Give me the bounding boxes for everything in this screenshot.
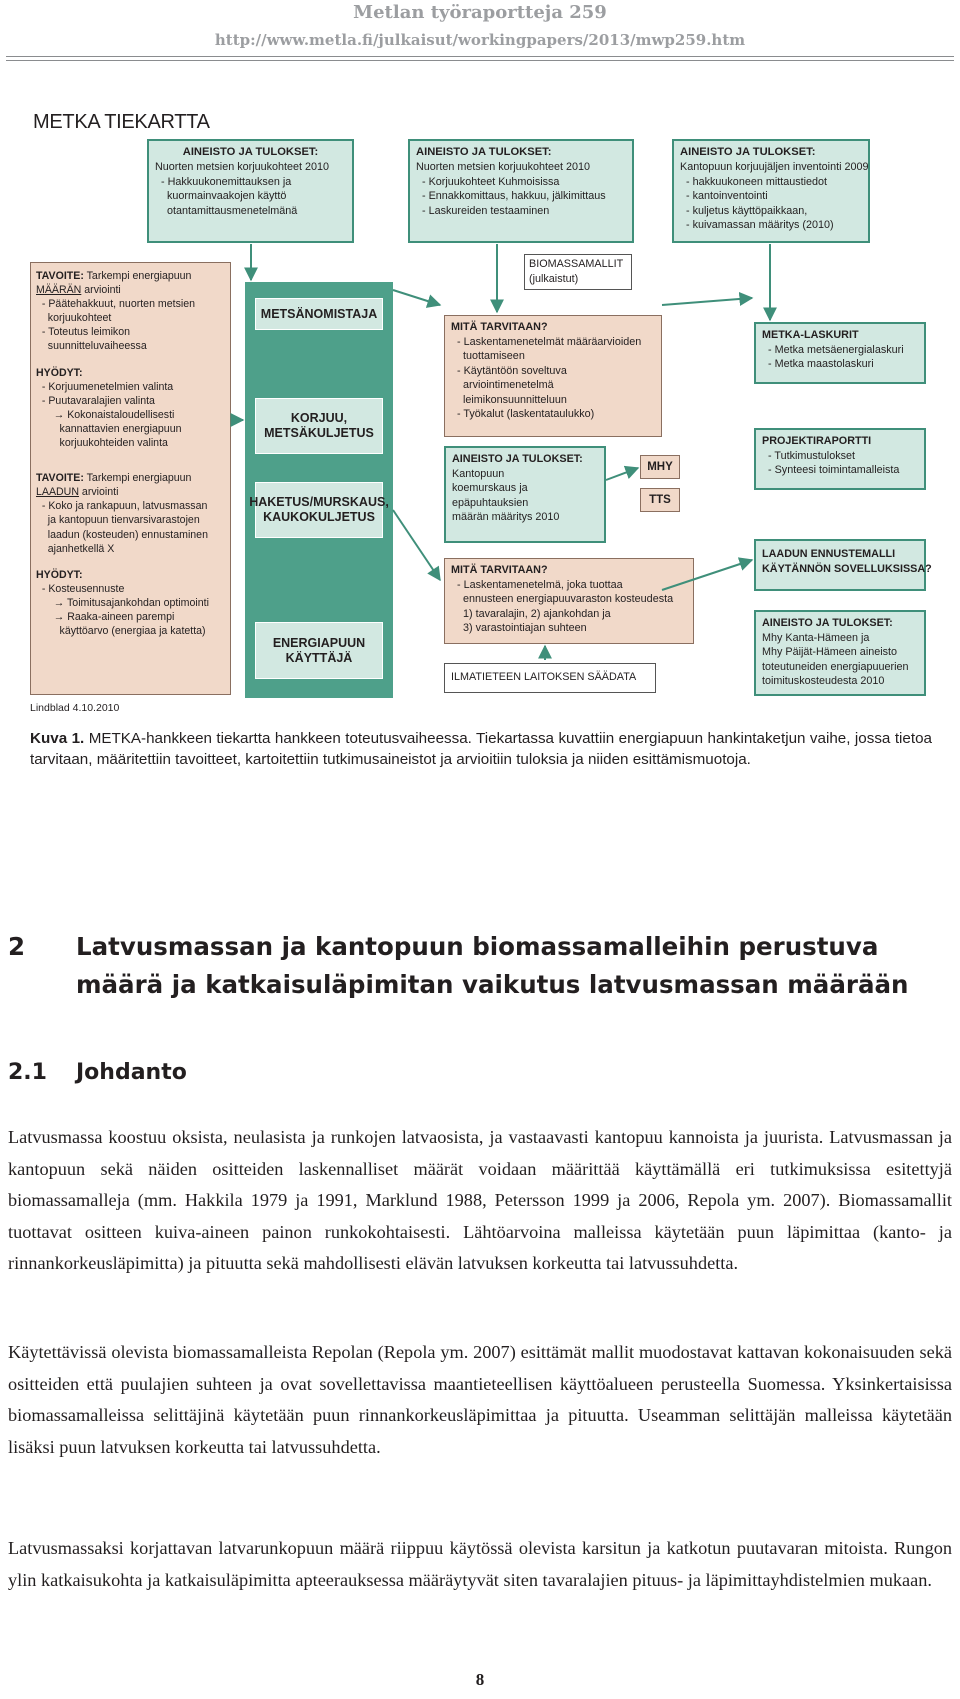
diagram-arrows	[0, 0, 960, 760]
box-heading: AINEISTO JA TULOKSET:	[762, 617, 893, 629]
caption-label: Kuva 1.	[30, 730, 85, 747]
goal-lines: - Koko ja rankapuun, latvusmassan ja kantopuun tienvarsivarastojen laadun (kosteuden) ennustaminen ajanhetkellä X	[41, 500, 208, 555]
box-lines: Kantopuun koemurskaus ja epäpuhtauksien määrän määritys 2010	[452, 467, 560, 523]
tts-box: TTS	[640, 488, 680, 512]
goal-rest: arviointi	[81, 284, 121, 297]
box-lines: - Tutkimustulokset - Synteesi toimintamalleista	[767, 449, 900, 476]
arrow	[662, 560, 752, 590]
benefit-lines: - Kosteusennuste → Toimitusajankohdan optimointi → Raaka-aineen parempi käyttöarvo (energiaa ja katetta)	[41, 582, 209, 638]
figure-author-date: Lindblad 4.10.2010	[30, 702, 120, 714]
series-title: Metlan työraportteja 259	[353, 2, 607, 23]
figure-title: METKA TIEKARTTA	[33, 111, 210, 133]
chain-user: ENERGIAPUUN KÄYTTÄJÄ	[255, 622, 383, 679]
section-number: 2	[8, 932, 26, 961]
page-number: 8	[475, 1670, 485, 1689]
section-title: Latvusmassan ja kantopuun biomassamalleihin perustuva määrä ja katkaisuläpimitan vaikutus latvusmassan määrään	[76, 932, 909, 999]
paragraph-3: Latvusmassaksi korjattavan latvarunkopuun määrä riippuu käytössä olevista karsitun ja katkotun puutavaran mitoista. Rungon ylin katkaisukohta ja katkaisuläpimitta apteerauksessa määräytyvät siten tavaralajien pituus- ja läpimittayhdistelmien mukaan.	[8, 1538, 952, 1590]
goal-label: TAVOITE:	[36, 270, 84, 282]
chain-chipping: HAKETUS/MURSKAUS, KAUKOKULJETUS	[255, 482, 383, 538]
subsection-title: Johdanto	[76, 1060, 187, 1085]
biomass-models-box: BIOMASSAMALLIT (julkaistut)	[524, 254, 632, 290]
box-lines: Nuorten metsien korjuukohteet 2010 - Hakkuukonemittauksen ja kuormainvaakojen käyttö otantamittausmenetelmänä	[155, 161, 330, 217]
goal-text: Tarkempi energiapuun	[83, 270, 192, 282]
figure-caption	[30, 728, 932, 770]
paragraph-1: Latvusmassa koostuu oksista, neulasista ja runkojen latvaosista, ja vastaavasti kantopuu kannoista ja juurista. Latvusmassan ja kantopuun sekä näiden ositteiden laskennalliset määrät voidaan määrittää käyttämällä eri tutkimuksissa esitettyjä biomassamalleja (mm. Hakkila 1979 ja 1991, Marklund 1988, Petersson 1999 ja 2006, Repola ym. 2007). Biomassamallit tuottavat ositteen kuiva-aineen painon runkokohtaisesti. Lähtöarvoina malleissa käytetään puun läpimittaa (kanto- ja rinnankorkeusläpimitta) ja pituutta sekä mahdollisesti elävän latvuksen korkeutta tai latvussuhdetta.	[8, 1127, 952, 1274]
box-lines: - Laskentamenetelmä, joka tuottaa ennusteen energiapuuvaraston kosteudesta 1) tavaralajin, 2) ajankohdan ja 3) varastointiajan suhteen	[456, 578, 674, 634]
benefit-lines: - Korjuumenetelmien valinta - Puutavaralajien valinta → Kokonaistaloudellisesti kannattavien energiapuun korjuukohteiden valinta	[41, 380, 182, 450]
arrow	[662, 298, 752, 305]
box-lines: - Laskentamenetelmät määräarvioiden tuottamiseen - Käytäntöön soveltuva arviointimenetelmä leimikonsuunnitteluun - Työkalut (laskentataulukko)	[456, 335, 642, 420]
paragraph-2: Käytettävissä olevista biomassamalleista Repolan (Repola ym. 2007) esittämät mallit muodostavat kattavan kokonaisuuden sekä ositteiden että puulajien suhteen ja ovat sovellettavissa maantieteellisen käyttöalueen perusteella Suomessa. Yksinkertaisissa biomassamalleissa selittäjinä käytetään puun rinnankorkeusläpimittaa ja pituutta. Useamman selittäjän malleissa käytetään lisäksi puun latvuksen korkeutta tai latvussuhdetta.	[8, 1342, 952, 1457]
benefit-label: HYÖDYT:	[36, 366, 83, 379]
box-lines: Kantopuun korjuujäljen inventointi 2009 - hakkuukoneen mittaustiedot - kantoinventointi - kuljetus käyttöpaikkaan, - kuivamassan määritys (2010)	[680, 161, 869, 231]
goal-text: Tarkempi energiapuun	[83, 472, 192, 485]
box-heading: MITÄ TARVITAAN?	[451, 564, 548, 576]
box-lines: Nuorten metsien korjuukohteet 2010 - Korjuukohteet Kuhmoisissa - Ennakkomittaus, hakkuu, jälkimittaus - Laskureiden testaaminen	[416, 161, 606, 217]
benefit-label: HYÖDYT:	[36, 568, 83, 581]
arrow	[393, 290, 440, 305]
caption-text: METKA-hankkeen tiekartta hankkeen toteutusvaiheessa. Tiekartassa kuvattiin energiapuun hankintaketjun vaihe, jossa tietoa tarvitaan, määritettiin tavoitteet, kartoitettiin tutkimusaineistot ja arvioitiin tuloksia ja niiden esittämismuotoja.	[30, 730, 932, 768]
arrow	[393, 510, 440, 580]
subsection-number: 2.1	[8, 1060, 47, 1085]
series-url[interactable]: http://www.metla.fi/julkaisut/workingpapers/2013/mwp259.htm	[214, 31, 746, 49]
box-heading: AINEISTO JA TULOKSET:	[416, 146, 552, 158]
quality-model-question-box: LAADUN ENNUSTEMALLI KÄYTÄNNÖN SOVELLUKSISSA?	[754, 539, 926, 591]
weather-data-box: ILMATIETEEN LAITOKSEN SÄÄDATA	[444, 663, 656, 693]
box-heading: PROJEKTIRAPORTTI	[762, 435, 872, 447]
box-lines: Mhy Kanta-Hämeen ja Mhy Päijät-Hämeen aineisto toteutuneiden energiapuuerien toimituskosteudesta 2010	[762, 631, 909, 687]
box-heading: MITÄ TARVITAAN?	[451, 321, 548, 333]
mhy-box: MHY	[640, 455, 680, 479]
box-heading: AINEISTO JA TULOKSET:	[182, 146, 319, 158]
goal-label: TAVOITE:	[36, 472, 84, 485]
chain-harvest: KORJUU, METSÄKULJETUS	[255, 398, 383, 454]
goal-underlined: MÄÄRÄN	[36, 284, 82, 297]
chain-owner: METSÄNOMISTAJA	[255, 298, 383, 330]
box-heading: METKA-LASKURIT	[762, 329, 859, 341]
box-lines: - Metka metsäenergialaskuri - Metka maastolaskuri	[767, 343, 904, 370]
arrow	[606, 468, 638, 480]
goal-rest: arviointi	[78, 486, 119, 499]
box-heading: AINEISTO JA TULOKSET:	[680, 146, 816, 158]
goal-lines: - Päätehakkuut, nuorten metsien korjuukohteet - Toteutus leimikon suunnitteluvaiheessa	[41, 298, 195, 353]
box-heading: AINEISTO JA TULOKSET:	[452, 453, 583, 465]
goal-underlined: LAADUN	[36, 486, 79, 499]
